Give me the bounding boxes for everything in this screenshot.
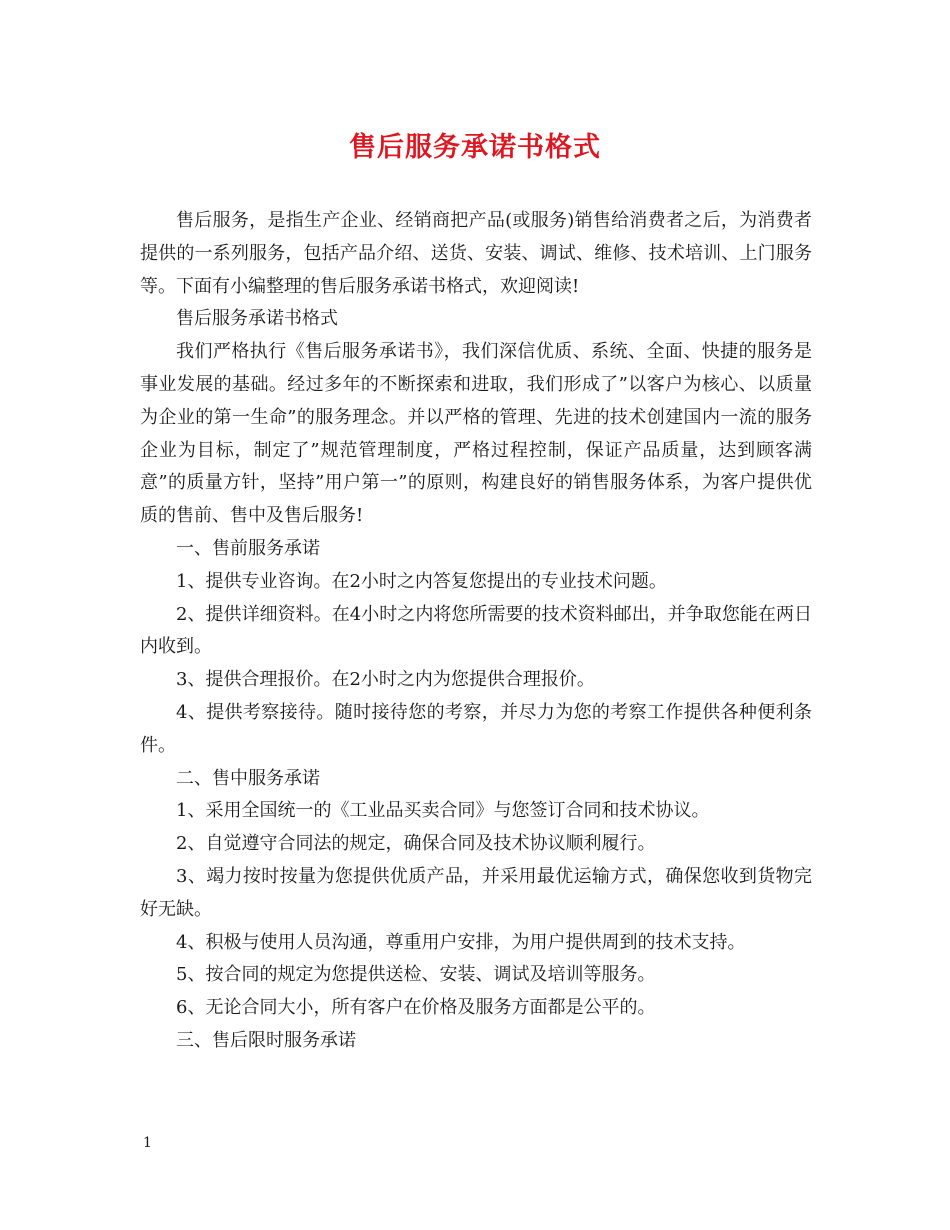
section-heading-after-sale: 三、售后限时服务承诺 <box>176 1029 356 1051</box>
list-item: 3、提供合理报价。在2小时之内为您提供合理报价。 <box>176 669 595 691</box>
list-item: 1、提供专业咨询。在2小时之内答复您提出的专业技术问题。 <box>176 570 667 592</box>
list-item: 1、采用全国统一的《工业品买卖合同》与您签订合同和技术协议。 <box>176 800 710 822</box>
page-title: 售后服务承诺书格式 <box>349 132 601 163</box>
document-body <box>140 205 812 1058</box>
list-item: 5、按合同的规定为您提供送检、安装、调试及培训等服务。 <box>176 964 656 986</box>
section-subtitle: 售后服务承诺书格式 <box>176 308 338 330</box>
commitment-paragraph: 我们严格执行《售后服务承诺书》，我们深信优质、系统、全面、快捷的服务是事业发展的基础。经过多年的不断探索和进取，我们形成了”以客户为核心、以质量为企业的第一生命”的服务理念。并以严格的管理、先进的技术创建国内一流的服务企业为目标，制定了”规范管理制度，严格过程控制，保证产品质量，达到顾客满意”的质量方针，坚持”用户第一”的原则，构建良好的销售服务体系，为客户提供优质的售前、售中及售后服务! <box>140 341 812 527</box>
intro-paragraph: 售后服务，是指生产企业、经销商把产品(或服务)销售给消费者之后，为消费者提供的一系列服务，包括产品介绍、送货、安装、调试、维修、技术培训、上门服务等。下面有小编整理的售后服务承诺书格式，欢迎阅读! <box>140 210 812 297</box>
list-item: 4、积极与使用人员沟通，尊重用户安排，为用户提供周到的技术支持。 <box>176 931 746 953</box>
section-heading-pre-sale: 一、售前服务承诺 <box>176 537 320 559</box>
list-item: 6、无论合同大小，所有客户在价格及服务方面都是公平的。 <box>176 997 656 1019</box>
list-item: 4、提供考察接待。随时接待您的考察，并尽力为您的考察工作提供各种便利条件。 <box>140 701 812 756</box>
list-item: 2、提供详细资料。在4小时之内将您所需要的技术资料邮出，并争取您能在两日内收到。 <box>140 603 812 658</box>
list-item: 2、自觉遵守合同法的规定，确保合同及技术协议顺利履行。 <box>176 833 656 855</box>
page-number: 1 <box>143 1135 152 1151</box>
section-heading-in-sale: 二、售中服务承诺 <box>176 767 320 789</box>
list-item: 3、竭力按时按量为您提供优质产品，并采用最优运输方式，确保您收到货物完好无缺。 <box>140 865 812 920</box>
